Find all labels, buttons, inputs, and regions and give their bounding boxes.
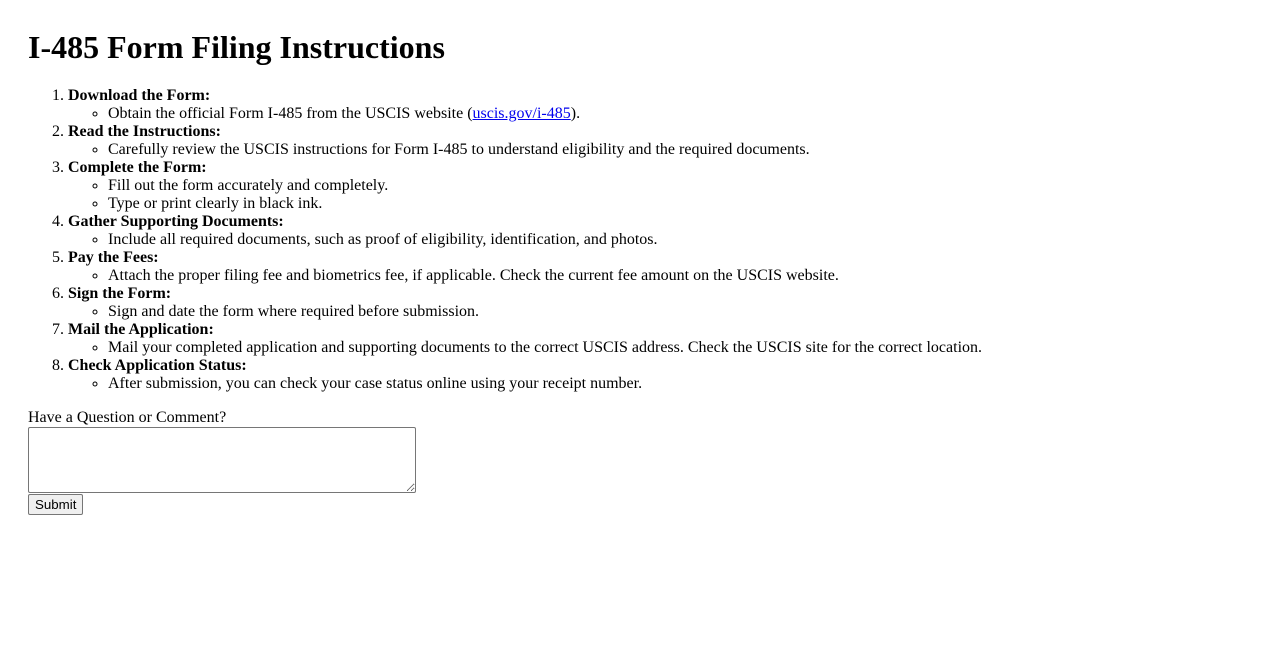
step-complete-form: [68, 159, 1278, 213]
step-title: Download the Form:: [68, 87, 211, 104]
step-details: [68, 141, 1278, 159]
step-gather-documents: [68, 213, 1278, 249]
detail-item: ◦ Carefully review the USCIS instructions for Form I-485 to understand eligibility and the required documents.: [108, 141, 1278, 159]
step-title: Gather Supporting Documents:: [68, 213, 284, 230]
detail-item: ◦ Type or print clearly in black ink.: [108, 195, 1278, 213]
step-details: [68, 105, 1278, 123]
detail-item: ◦ Fill out the form accurately and completely.: [108, 177, 1278, 195]
detail-item: ◦ After submission, you can check your case status online using your receipt number.: [108, 375, 1278, 393]
step-details: [68, 303, 1278, 321]
step-details: [68, 339, 1278, 357]
feedback-label: Have a Question or Comment?: [28, 409, 227, 426]
step-title: Mail the Application:: [68, 321, 214, 338]
detail-text: ).: [570, 105, 581, 122]
step-sign-form: [68, 285, 1278, 321]
detail-item: ◦ Mail your completed application and supporting documents to the correct USCIS address. Check the USCIS site for the correct location.: [108, 339, 1278, 357]
comment-textarea[interactable]: [28, 427, 416, 493]
uscis-i485-link[interactable]: uscis.gov/i-485: [472, 105, 571, 122]
detail-item: ◦ Include all required documents, such as proof of eligibility, identification, and photos.: [108, 231, 1278, 249]
submit-button[interactable]: Submit: [28, 494, 83, 515]
step-details: [68, 177, 1278, 213]
step-details: [68, 375, 1278, 393]
step-download-form: [68, 87, 1278, 123]
step-mail-application: [68, 321, 1278, 357]
step-read-instructions: [68, 123, 1278, 159]
step-title: Read the Instructions:: [68, 123, 221, 140]
feedback-form: [28, 409, 1278, 515]
detail-item: [108, 105, 1278, 123]
step-details: [68, 231, 1278, 249]
step-pay-fees: [68, 249, 1278, 285]
step-details: [68, 267, 1278, 285]
detail-item: ◦ Sign and date the form where required before submission.: [108, 303, 1278, 321]
detail-text: Obtain the official Form I-485 from the USCIS website (: [108, 105, 473, 122]
detail-item: ◦ Attach the proper filing fee and biometrics fee, if applicable. Check the current fee amount on the USCIS website.: [108, 267, 1278, 285]
step-title: Complete the Form:: [68, 159, 207, 176]
page-title: I-485 Form Filing Instructions: [28, 29, 445, 65]
instructions-list: [28, 87, 1278, 393]
step-check-status: [68, 357, 1278, 393]
step-title: Check Application Status:: [68, 357, 247, 374]
step-title: Sign the Form:: [68, 285, 172, 302]
step-title: Pay the Fees:: [68, 249, 159, 266]
